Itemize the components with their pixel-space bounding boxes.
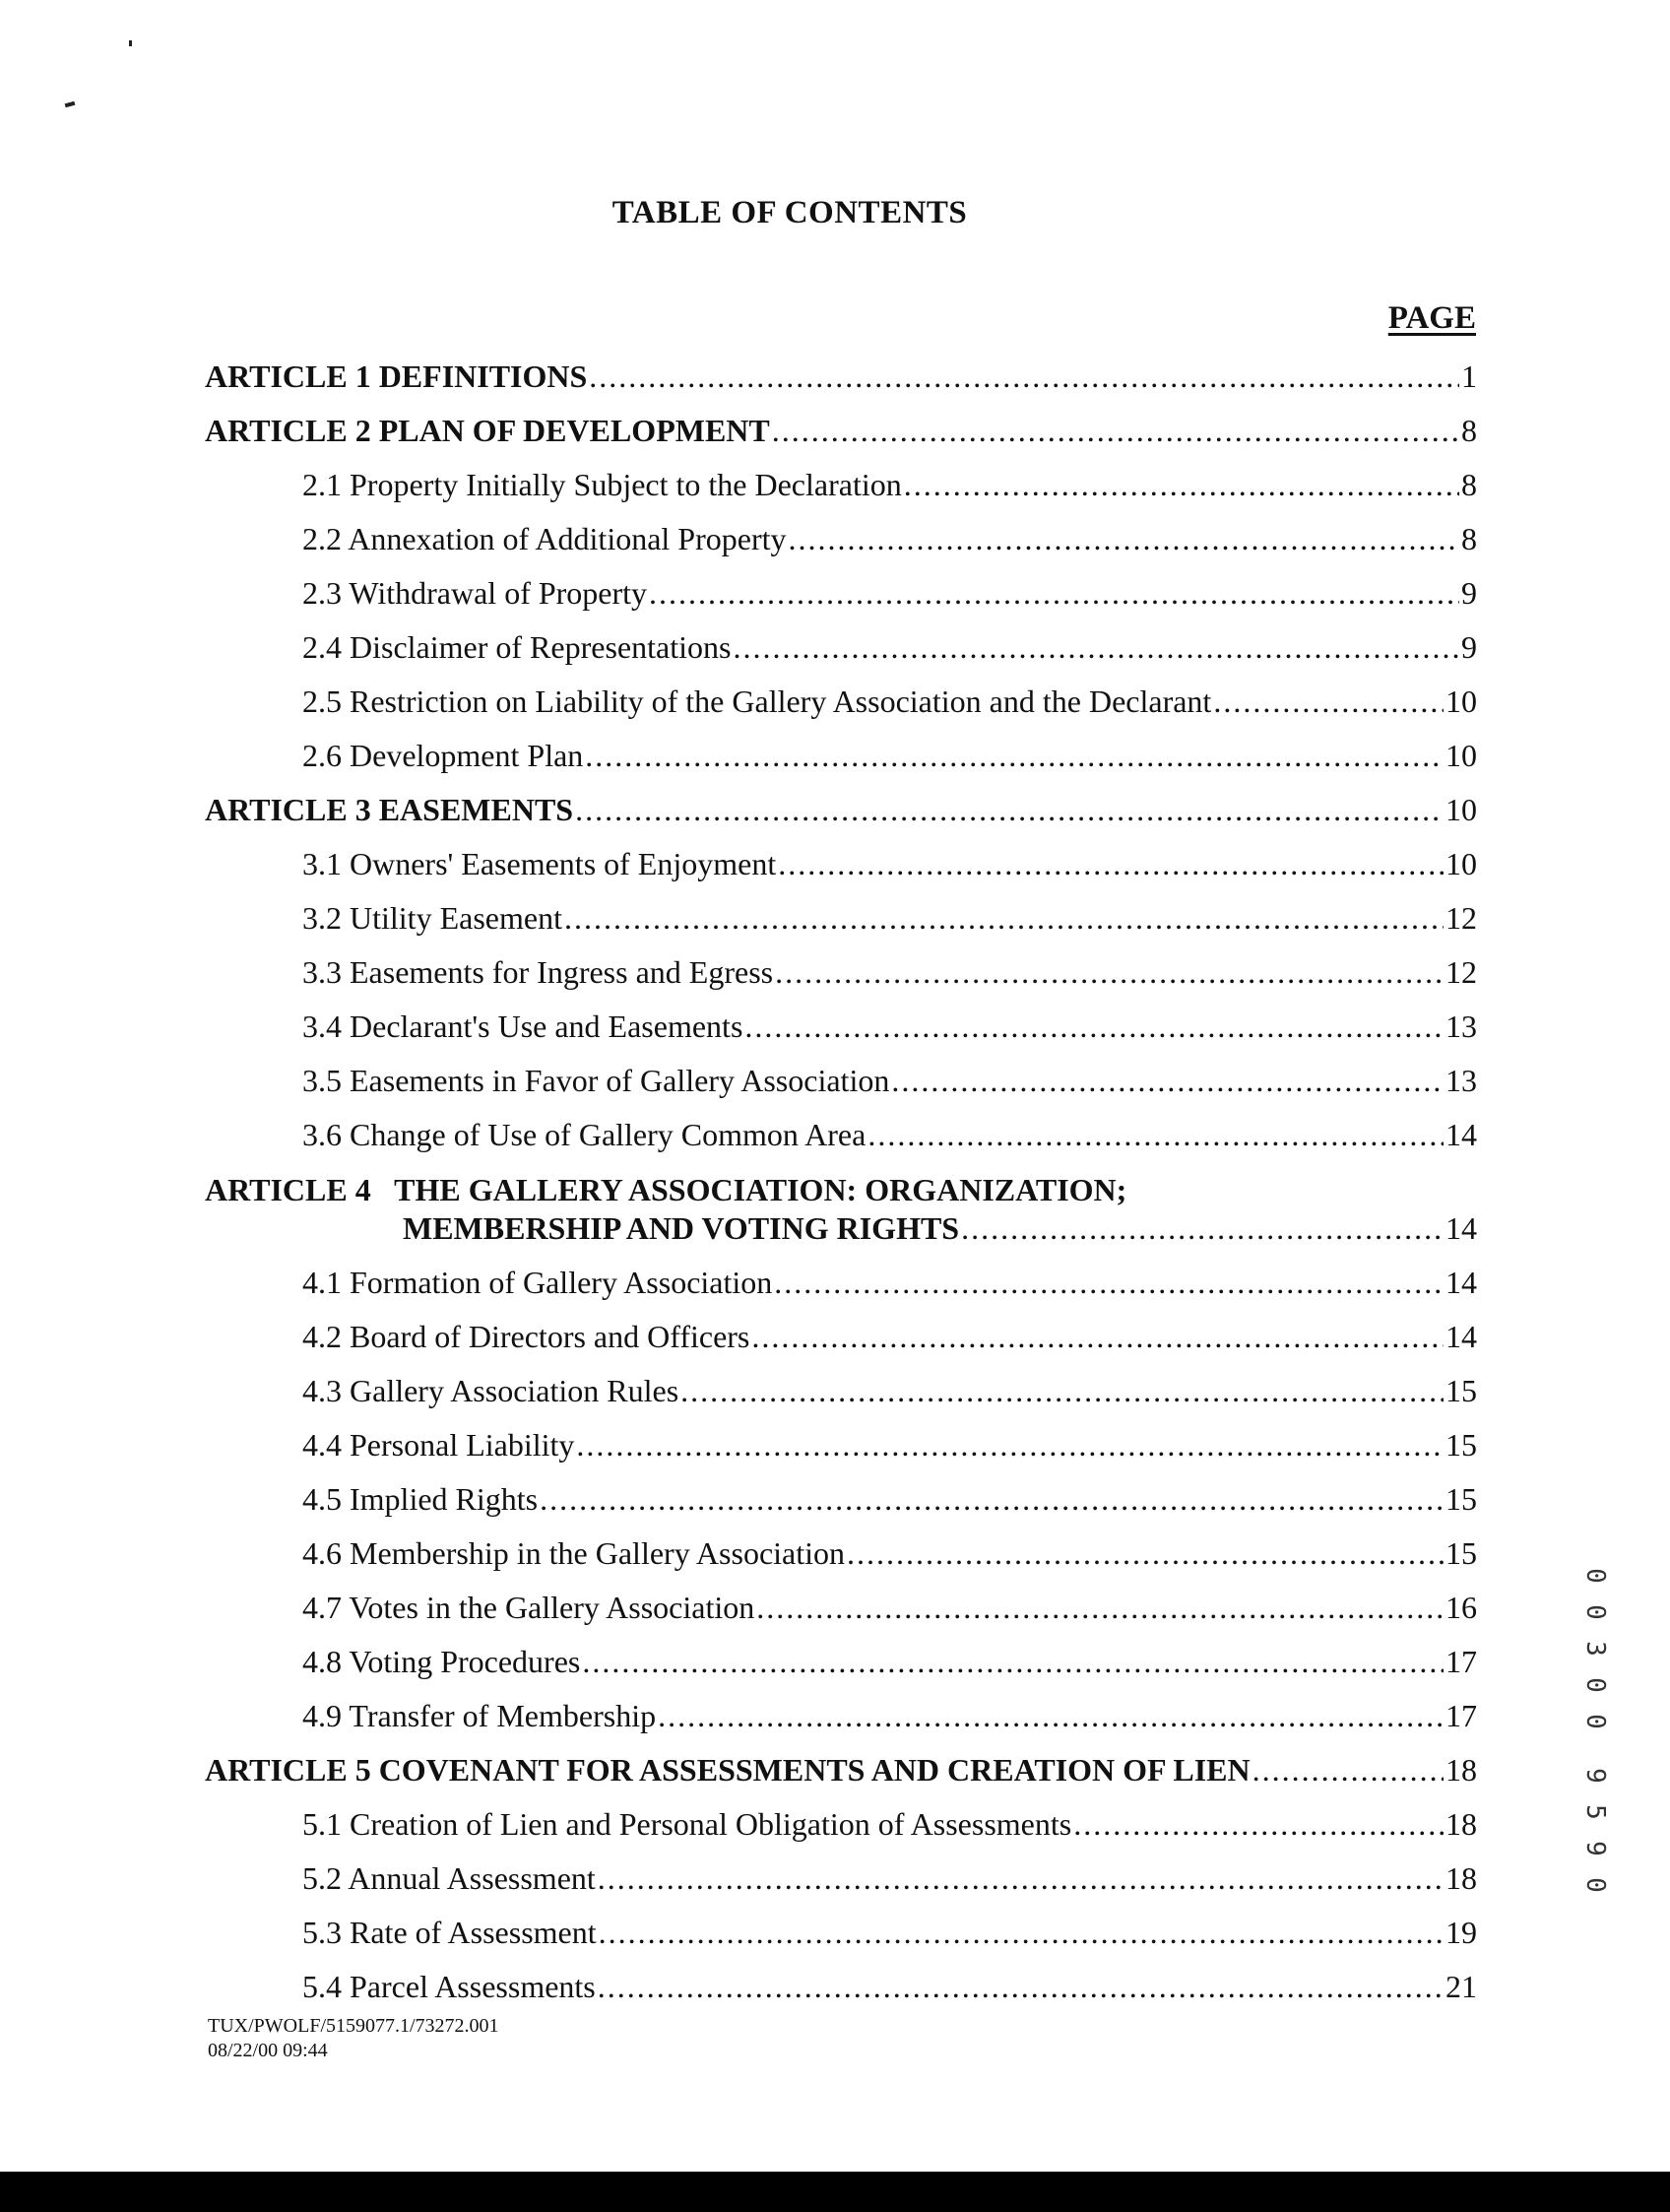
toc-entry-3-3 <box>302 952 1477 992</box>
bates-digit: 0 <box>1580 1714 1610 1729</box>
document-footer <box>208 2014 499 2063</box>
dot-leader <box>576 1425 1444 1464</box>
toc-entry-label: 3.2 Utility Easement <box>302 900 562 936</box>
toc-entry-label: 2.5 Restriction on Liability of the Gallery Association and the Declarant <box>302 683 1212 719</box>
dot-leader <box>598 1967 1444 2006</box>
toc-entry-page: 15 <box>1445 1481 1477 1517</box>
toc-entry-5-4 <box>302 1967 1477 2006</box>
bates-digit: 5 <box>1580 1804 1610 1820</box>
dot-leader <box>775 952 1444 992</box>
scan-speck <box>129 40 132 46</box>
toc-entry-label: 2.6 Development Plan <box>302 738 584 773</box>
toc-entry-label: ARTICLE 2 PLAN OF DEVELOPMENT <box>205 413 770 448</box>
toc-entry-page: 14 <box>1445 1117 1477 1152</box>
toc-entry-page: 10 <box>1445 846 1477 881</box>
dot-leader <box>1073 1804 1444 1844</box>
bates-digit: 0 <box>1580 1877 1610 1893</box>
toc-entry-label: ARTICLE 3 EASEMENTS <box>205 792 574 827</box>
toc-entry-label: ARTICLE 1 DEFINITIONS <box>205 358 588 394</box>
bates-stamp <box>1575 1561 1615 1896</box>
dot-leader <box>891 1061 1444 1100</box>
dot-leader <box>575 790 1444 829</box>
toc-entry-page: 17 <box>1445 1698 1477 1733</box>
toc-entry-page: 15 <box>1445 1535 1477 1571</box>
toc-entry-page: 10 <box>1445 738 1477 773</box>
toc-entry-page: 12 <box>1445 954 1477 990</box>
dot-leader <box>904 465 1459 504</box>
dot-leader <box>733 627 1459 667</box>
toc-entry-page: 15 <box>1445 1373 1477 1408</box>
toc-entry-4-6 <box>302 1533 1477 1573</box>
toc-entry-label: 5.3 Rate of Assessment <box>302 1915 597 1950</box>
toc-entry-label: 3.3 Easements for Ingress and Egress <box>302 954 774 990</box>
toc-entry-4-3 <box>302 1371 1477 1410</box>
toc-entry-article-2 <box>205 411 1477 450</box>
toc-entry-label: ARTICLE 5 COVENANT FOR ASSESSMENTS AND CREATION OF LIEN <box>205 1752 1251 1788</box>
toc-entry-page: 14 <box>1445 1319 1477 1354</box>
toc-entry-2-3 <box>302 573 1477 613</box>
toc-entry-article-4 <box>403 1208 1477 1248</box>
toc-entry-page: 15 <box>1445 1427 1477 1463</box>
toc-entry-page: 9 <box>1461 629 1477 665</box>
toc-entry-4-8 <box>302 1642 1477 1681</box>
toc-entry-article-3 <box>205 790 1477 829</box>
toc-entry-page: 18 <box>1445 1860 1477 1896</box>
toc-entry-page: 8 <box>1461 467 1477 502</box>
dot-leader <box>599 1913 1444 1952</box>
dot-leader <box>772 411 1459 450</box>
toc-entry-page: 14 <box>1445 1265 1477 1300</box>
toc-entry-4-1 <box>302 1263 1477 1302</box>
toc-entry-4-9 <box>302 1696 1477 1735</box>
dot-leader <box>540 1479 1444 1519</box>
toc-entry-page: 8 <box>1461 521 1477 556</box>
footer-timestamp: 08/22/00 09:44 <box>208 2040 328 2061</box>
toc-entry-page: 9 <box>1461 575 1477 611</box>
scan-speck <box>65 101 76 107</box>
toc-entry-label: 4.1 Formation of Gallery Association <box>302 1265 773 1300</box>
toc-entry-page: 17 <box>1445 1644 1477 1679</box>
dot-leader <box>778 844 1444 883</box>
toc-entry-3-1 <box>302 844 1477 883</box>
toc-entry-3-6 <box>302 1115 1477 1154</box>
toc-entry-label: MEMBERSHIP AND VOTING RIGHTS <box>403 1210 960 1246</box>
toc-entry-3-2 <box>302 898 1477 938</box>
toc-entry-label: 4.5 Implied Rights <box>302 1481 539 1517</box>
toc-entry-page: 16 <box>1445 1590 1477 1625</box>
toc-entry-page: 21 <box>1445 1969 1477 2004</box>
toc-entry-label: 4.3 Gallery Association Rules <box>302 1373 679 1408</box>
toc-entry-page: 12 <box>1445 900 1477 936</box>
toc-entry-2-6 <box>302 736 1477 775</box>
dot-leader <box>658 1696 1444 1735</box>
dot-leader <box>774 1263 1444 1302</box>
toc-entry-page: 18 <box>1445 1752 1477 1788</box>
toc-entry-label: 4.2 Board of Directors and Officers <box>302 1319 750 1354</box>
toc-entry-article-4-line1: ARTICLE 4 THE GALLERY ASSOCIATION: ORGANIZATION; <box>205 1172 1127 1207</box>
toc-entry-2-5 <box>302 682 1477 721</box>
toc-entry-label: 3.6 Change of Use of Gallery Common Area <box>302 1117 867 1152</box>
dot-leader <box>1252 1750 1444 1789</box>
toc-entry-label: 4.9 Transfer of Membership <box>302 1698 657 1733</box>
dot-leader <box>564 898 1444 938</box>
toc-entry-article-5 <box>205 1750 1477 1789</box>
toc-entry-page: 19 <box>1445 1915 1477 1950</box>
bates-digit: 0 <box>1580 1604 1610 1620</box>
toc-entry-label: 2.2 Annexation of Additional Property <box>302 521 787 556</box>
toc-entry-page: 8 <box>1461 413 1477 448</box>
toc-entry-page: 10 <box>1445 792 1477 827</box>
footer-doc-id: TUX/PWOLF/5159077.1/73272.001 <box>208 2015 499 2037</box>
toc-entry-label: 3.4 Declarant's Use and Easements <box>302 1008 743 1044</box>
toc-entry-label: 2.4 Disclaimer of Representations <box>302 629 732 665</box>
toc-entry-2-4 <box>302 627 1477 667</box>
toc-entry-label: 3.1 Owners' Easements of Enjoyment <box>302 846 777 881</box>
toc-entry-4-5 <box>302 1479 1477 1519</box>
toc-entry-page: 18 <box>1445 1806 1477 1842</box>
toc-entry-label: 5.1 Creation of Lien and Personal Obligation of Assessments <box>302 1806 1072 1842</box>
toc-entry-label: 3.5 Easements in Favor of Gallery Association <box>302 1063 890 1098</box>
toc-entry-article-1 <box>205 357 1477 396</box>
toc-entry-4-2 <box>302 1317 1477 1356</box>
dot-leader <box>589 357 1459 396</box>
page-column-heading: PAGE <box>1387 300 1476 336</box>
toc-entry-label: 5.4 Parcel Assessments <box>302 1969 596 2004</box>
toc-entry-label: 4.4 Personal Liability <box>302 1427 575 1463</box>
toc-entry-page: 10 <box>1445 683 1477 719</box>
toc-entry-label: 4.7 Votes in the Gallery Association <box>302 1590 755 1625</box>
toc-entry-label: 5.2 Annual Assessment <box>302 1860 596 1896</box>
dot-leader <box>649 573 1459 613</box>
dot-leader <box>789 519 1460 558</box>
dot-leader <box>744 1007 1444 1046</box>
toc-entry-page: 13 <box>1445 1063 1477 1098</box>
dot-leader <box>751 1317 1444 1356</box>
toc-entry-5-1 <box>302 1804 1477 1844</box>
toc-entry-label: 4.6 Membership in the Gallery Association <box>302 1535 846 1571</box>
dot-leader <box>585 736 1444 775</box>
dot-leader <box>1213 682 1444 721</box>
toc-entry-label: 2.3 Withdrawal of Property <box>302 575 648 611</box>
toc-entry-page: 13 <box>1445 1008 1477 1044</box>
toc-entry-5-3 <box>302 1913 1477 1952</box>
dot-leader <box>867 1115 1444 1154</box>
dot-leader <box>961 1208 1444 1248</box>
toc-entry-page: 14 <box>1445 1210 1477 1246</box>
dot-leader <box>847 1533 1444 1573</box>
bates-digit: 0 <box>1580 1568 1610 1584</box>
dot-leader <box>680 1371 1444 1410</box>
toc-entry-4-7 <box>302 1588 1477 1627</box>
toc-entry-2-1 <box>302 465 1477 504</box>
scan-border-bar <box>0 2172 1670 2212</box>
toc-entry-label: 4.8 Voting Procedures <box>302 1644 581 1679</box>
toc-entry-page: 1 <box>1461 358 1477 394</box>
bates-digit: 9 <box>1580 1841 1610 1856</box>
toc-entry-3-5 <box>302 1061 1477 1100</box>
dot-leader <box>756 1588 1444 1627</box>
bates-digit: 3 <box>1580 1641 1610 1657</box>
dot-leader <box>598 1858 1444 1898</box>
dot-leader <box>582 1642 1444 1681</box>
toc-title: TABLE OF CONTENTS <box>611 195 968 230</box>
bates-digit: 0 <box>1580 1677 1610 1693</box>
toc-entry-4-4 <box>302 1425 1477 1464</box>
toc-entry-label: 2.1 Property Initially Subject to the Declaration <box>302 467 902 502</box>
toc-entry-2-2 <box>302 519 1477 558</box>
toc-entry-3-4 <box>302 1007 1477 1046</box>
bates-digit: 9 <box>1580 1768 1610 1784</box>
toc-entry-5-2 <box>302 1858 1477 1898</box>
